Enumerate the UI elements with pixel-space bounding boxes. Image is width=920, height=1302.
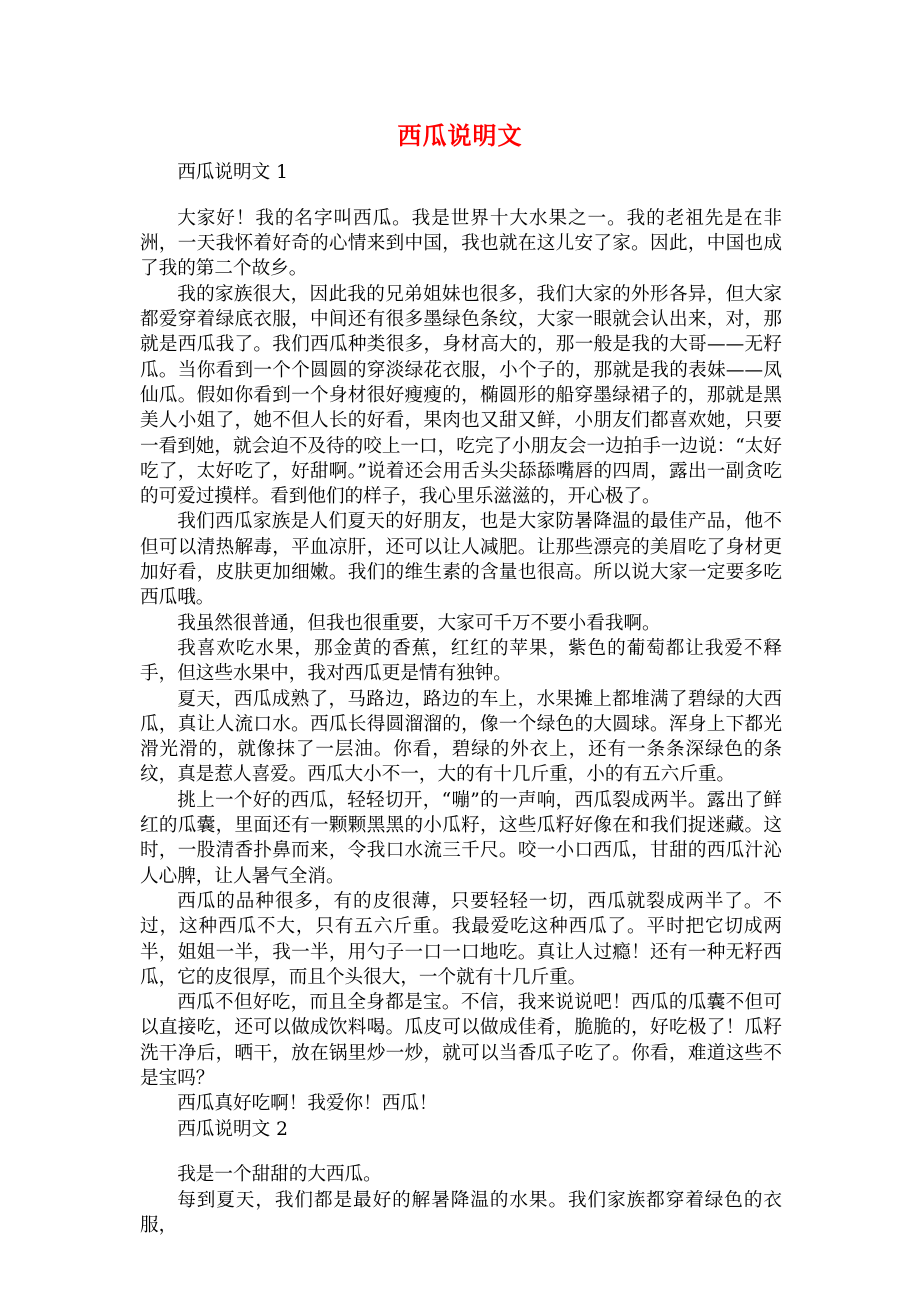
blank-line — [140, 1142, 782, 1163]
paragraph: 我们西瓜家族是人们夏天的好朋友，也是大家防暑降温的最佳产品，他不但可以清热解毒，平血凉肝，还可以让人减肥。让那些漂亮的美眉吃了身材更加好看，皮肤更加细嫩。我们的维生素的含量也很高。所以说大家一定要多吃西瓜哦。 — [140, 511, 782, 609]
paragraph: 西瓜不但好吃，而且全身都是宝。不信，我来说说吧！西瓜的瓜囊不但可以直接吃，还可以做成饮料喝。瓜皮可以做成佳肴，脆脆的，好吃极了！瓜籽洗干净后，晒干，放在锅里炒一炒，就可以当香瓜子吃了。你看，难道这些不是宝吗？ — [140, 992, 782, 1089]
document-body — [140, 160, 782, 1238]
section-heading-2: 西瓜说明文 2 — [177, 1118, 288, 1140]
paragraph: 我虽然很普通，但我也很重要，大家可千万不要小看我啊。 — [177, 612, 661, 634]
paragraph: 大家好！我的名字叫西瓜。我是世界十大水果之一。我的老祖先是在非洲，一天我怀着好奇的心情来到中国，我也就在这儿安了家。因此，中国也成了我的第二个故乡。 — [140, 207, 782, 280]
section-heading-1: 西瓜说明文 1 — [177, 162, 288, 183]
paragraph: 我是一个甜甜的大西瓜。 — [177, 1164, 382, 1186]
paragraph: 我喜欢吃水果，那金黄的香蕉，红红的苹果，紫色的葡萄都让我爱不释手，但这些水果中，我对西瓜更是情有独钟。 — [140, 637, 782, 685]
paragraph: 每到夏天，我们都是最好的解暑降温的水果。我们家族都穿着绿色的衣服， — [140, 1189, 782, 1237]
paragraph: 我的家族很大，因此我的兄弟姐妹也很多，我们大家的外形各异，但大家都爱穿着绿底衣服，中间还有很多墨绿色条纹，大家一眼就会认出来，对，那就是西瓜我了。我们西瓜种类很多，身材高大的，那一般是我的大哥——无籽瓜。当你看到一个个圆圆的穿淡绿花衣服，小个子的，那就是我的表妹——凤仙瓜。假如你看到一个身材很好瘦瘦的，椭圆形的船穿墨绿裙子的，那就是黑美人小姐了，她不但人长的好看，果肉也又甜又鲜，小朋友们都喜欢她，只要一看到她，就会迫不及待的咬上一口，吃完了小朋友会一边拍手一边说：“太好吃了，太好吃了，好甜啊。”说着还会用舌头尖舔舔嘴唇的四周，露出一副贪吃的可爱过摸样。看到他们的样子，我心里乐滋滋的，开心极了。 — [140, 283, 782, 508]
paragraph: 夏天，西瓜成熟了，马路边，路边的车上，水果摊上都堆满了碧绿的大西瓜，真让人流口水。西瓜长得圆溜溜的，像一个绿色的大圆球。浑身上下都光滑光滑的，就像抹了一层油。你看，碧绿的外衣上，还有一条条深绿色的条纹，真是惹人喜爱。西瓜大小不一，大的有十几斤重，小的有五六斤重。 — [140, 688, 782, 786]
paragraph: 西瓜真好吃啊！我爱你！西瓜！ — [177, 1093, 438, 1115]
document-title: 西瓜说明文 — [397, 122, 523, 150]
blank-line — [140, 185, 782, 206]
paragraph: 挑上一个好的西瓜，轻轻切开，“嘣”的一声响，西瓜裂成两半。露出了鲜红的瓜囊，里面还有一颗颗黑黑的小瓜籽，这些瓜籽好像在和我们捉迷藏。这时，一股清香扑鼻而来，令我口水流三千尺。咬一小口西瓜，甘甜的西瓜汁沁人心脾，让人暑气全消。 — [140, 789, 782, 887]
paragraph: 西瓜的品种很多，有的皮很薄，只要轻轻一切，西瓜就裂成两半了。不过，这种西瓜不大，只有五六斤重。我最爱吃这种西瓜了。平时把它切成两半，姐姐一半，我一半，用勺子一口一口地吃。真让人过瘾！还有一种无籽西瓜，它的皮很厚，而且个头很大，一个就有十几斤重。 — [140, 890, 782, 988]
